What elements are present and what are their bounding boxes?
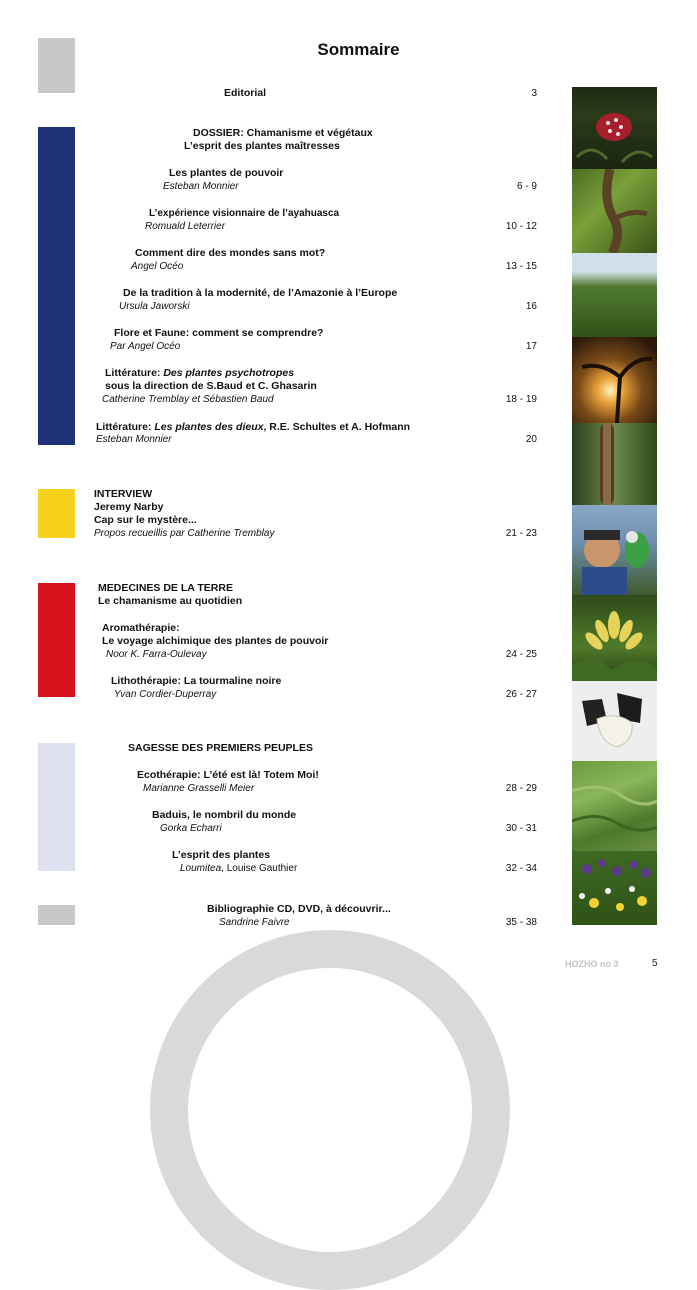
entry-title-line2: sous la direction de S.Baud et C. Ghasarin [105, 380, 317, 392]
tree-pod-photo [572, 423, 657, 505]
entry-pages: 13 - 15 [505, 261, 537, 272]
entry-author: Esteban Monnier [163, 181, 239, 192]
violet-flowers-photo [572, 851, 657, 925]
section-subtitle: L’esprit des plantes maîtresses [184, 140, 340, 152]
forest-canopy-photo [572, 253, 657, 337]
entry-title [105, 367, 294, 380]
entry-pages: 17 [525, 341, 537, 352]
entry-author: Yvan Cordier-Duperray [114, 689, 217, 700]
entry-author: Esteban Monnier [96, 434, 172, 445]
entry-pages: 26 - 27 [505, 689, 537, 700]
entry-title: Bibliographie CD, DVD, à découvrir... [207, 903, 391, 915]
entry-author-italic: Loumitea [180, 863, 222, 874]
entry-author: Noor K. Farra-Oulevay [106, 649, 207, 660]
entry-title: Ecothérapie: L’été est là! Totem Moi! [137, 769, 319, 781]
entry-title: De la tradition à la modernité, de l’Amazonie à l’Europe [123, 287, 398, 299]
entry-pages: 10 - 12 [505, 221, 537, 232]
entry-title: Flore et Faune: comment se comprendre? [114, 327, 324, 339]
entry-pages: 28 - 29 [505, 783, 537, 794]
entry-pages: 20 [525, 434, 537, 445]
entry-pages: 6 - 9 [516, 181, 537, 192]
green-hillside-photo [572, 761, 657, 851]
footer-page-number: 5 [652, 958, 658, 969]
entry-title: Jeremy Narby [94, 501, 164, 513]
entry-pages: 16 [525, 301, 537, 312]
entry-author: Gorka Echarri [160, 823, 222, 834]
entry-title [96, 421, 410, 434]
section-title-sagesse: SAGESSE DES PREMIERS PEUPLES [128, 742, 313, 754]
entry-author-rest: , Louise Gauthier [221, 863, 298, 874]
entry-author: Propos recueillis par Catherine Tremblay [94, 528, 275, 539]
entry-author: Par Angel Océo [110, 341, 181, 352]
yellow-flower-photo [572, 595, 657, 681]
entry-title: Comment dire des mondes sans mot? [135, 247, 326, 259]
section-bar-medecines [38, 583, 75, 697]
mushroom-photo [572, 87, 657, 169]
entry-author: Sandrine Faivre [219, 917, 290, 928]
section-title: MEDECINES DE LA TERRE [98, 582, 233, 594]
entry-title-line2: Cap sur le mystère... [94, 514, 197, 526]
entry-pages: 24 - 25 [505, 649, 537, 660]
entry-pages: 3 [531, 88, 537, 99]
section-title: INTERVIEW [94, 488, 153, 500]
entry-pages: 30 - 31 [505, 823, 537, 834]
entry-title: Editorial [224, 87, 267, 99]
section-title: DOSSIER: Chamanisme et végétaux [193, 127, 373, 139]
entry-title: Les plantes de pouvoir [169, 167, 284, 179]
entry-title: Lithothérapie: La tourmaline noire [111, 675, 282, 687]
entry-title-prefix: Littérature: [105, 367, 164, 379]
entry-author [180, 863, 297, 875]
page-title: Sommaire [317, 40, 400, 59]
man-with-parrot-photo [572, 505, 657, 595]
entry-author: Ursula Jaworski [119, 301, 190, 312]
section-subtitle: Le chamanisme au quotidien [98, 595, 243, 607]
footer-magazine-label: HOZHO no 3 [565, 959, 619, 969]
entry-title: L’esprit des plantes [172, 849, 271, 861]
decorative-arc [150, 930, 510, 1290]
entry-title: L’expérience visionnaire de l’ayahuasca [149, 208, 340, 219]
entry-title: Aromathérapie: [102, 622, 180, 634]
entry-title-suffix: , R.E. Schultes et A. Hofmann [263, 421, 411, 433]
entry-title-italic: Des plantes psychotropes [163, 367, 295, 379]
entry-author: Angel Océo [131, 261, 184, 272]
entry-title-prefix: Littérature: [96, 421, 155, 433]
entry-author: Catherine Tremblay et Sébastien Baud [102, 394, 274, 405]
entry-title: Baduis, le nombril du monde [152, 809, 297, 821]
section-bar-dossier [38, 127, 75, 445]
sunset-tree-photo [572, 337, 657, 423]
entry-title-line2: Le voyage alchimique des plantes de pouvoir [102, 635, 329, 647]
section-bar-bibliographie [38, 905, 75, 925]
entry-author: Romuald Leterrier [145, 221, 226, 232]
tree-trunk-photo [572, 169, 657, 253]
entry-pages: 35 - 38 [505, 917, 537, 928]
entry-pages: 32 - 34 [505, 863, 537, 874]
section-bar-interview [38, 489, 75, 538]
entry-title-italic: Les plantes des dieux [154, 421, 264, 433]
section-bar-sagesse [38, 743, 75, 871]
entry-pages: 18 - 19 [505, 394, 537, 405]
entry-author: Marianne Grasselli Meier [143, 783, 255, 794]
entry-pages: 21 - 23 [505, 528, 537, 539]
black-tourmaline-photo [572, 681, 657, 761]
